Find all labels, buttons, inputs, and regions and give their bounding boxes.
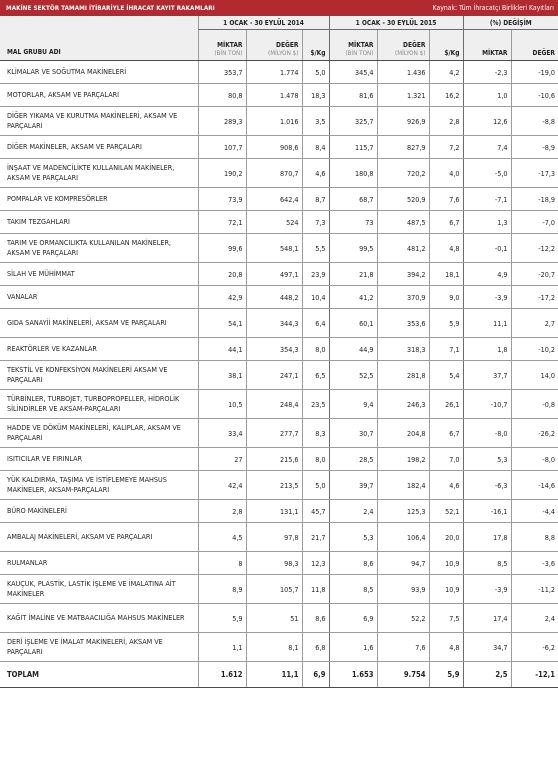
table-row — [0, 575, 558, 604]
miktar-2014-cell: 107,7 — [198, 136, 246, 159]
group-name-cell: TAKIM TEZGAHLARI — [0, 211, 198, 234]
miktar-label: MİKTAR — [217, 41, 243, 49]
change-deger-cell: 14,0 — [511, 361, 558, 390]
deger-2015-cell: 246,3 — [377, 390, 429, 419]
table-row — [0, 338, 558, 361]
deger-2015-cell: 182,4 — [377, 471, 429, 500]
miktar-2014-cell: 4,5 — [198, 523, 246, 552]
perkg-2015-cell: 5,9 — [429, 662, 463, 688]
perkg-2014-cell: 18,3 — [302, 84, 329, 107]
deger-2014-cell: 642,4 — [246, 188, 302, 211]
deger-2014-cell: 98,3 — [246, 552, 302, 575]
perkg-2015-cell: 4,8 — [429, 234, 463, 263]
deger-2014-cell: 248,4 — [246, 390, 302, 419]
deger-2015-cell: 827,9 — [377, 136, 429, 159]
perkg-2014-header: $/Kg — [302, 30, 329, 61]
deger-unit: (MİLYON $) — [267, 50, 299, 57]
change-miktar-cell: -3,9 — [463, 286, 511, 309]
table-row — [0, 61, 558, 84]
period-2015-header: 1 OCAK - 30 EYLÜL 2015 — [329, 16, 463, 30]
miktar-2015-cell: 2,4 — [329, 500, 377, 523]
change-deger-cell: -8,8 — [511, 107, 558, 136]
perkg-2014-cell: 3,5 — [302, 107, 329, 136]
group-name-cell: POMPALAR VE KOMPRESÖRLER — [0, 188, 198, 211]
deger-2015-cell: 94,7 — [377, 552, 429, 575]
perkg-2015-cell: 4,0 — [429, 159, 463, 188]
miktar-2015-cell: 1.653 — [329, 662, 377, 688]
change-deger-cell: -11,2 — [511, 575, 558, 604]
perkg-2014-cell: 4,6 — [302, 159, 329, 188]
deger-2014-cell: 8,1 — [246, 633, 302, 662]
deger-2014-cell: 105,7 — [246, 575, 302, 604]
perkg-2015-cell: 10,9 — [429, 575, 463, 604]
change-deger-cell: -6,2 — [511, 633, 558, 662]
miktar-2014-cell: 42,4 — [198, 471, 246, 500]
miktar-2015-cell: 21,8 — [329, 263, 377, 286]
change-deger-cell: 8,8 — [511, 523, 558, 552]
deger-2015-cell: 9.754 — [377, 662, 429, 688]
miktar-unit: (BİN TON) — [345, 50, 374, 57]
perkg-2015-cell: 4,2 — [429, 61, 463, 84]
miktar-2015-cell: 345,4 — [329, 61, 377, 84]
perkg-2015-cell: 7,0 — [429, 448, 463, 471]
table-row — [0, 263, 558, 286]
perkg-2014-cell: 8,3 — [302, 419, 329, 448]
deger-2014-cell: 448,2 — [246, 286, 302, 309]
miktar-2014-cell: 72,1 — [198, 211, 246, 234]
perkg-2015-cell: 20,0 — [429, 523, 463, 552]
miktar-2015-cell: 1,6 — [329, 633, 377, 662]
deger-2014-cell: 277,7 — [246, 419, 302, 448]
change-miktar-cell: 17,4 — [463, 604, 511, 633]
group-name-cell: DERİ İŞLEME VE İMALAT MAKİNELERİ, AKSAM VE PARÇALARI — [0, 633, 198, 662]
table-title: MAKİNE SEKTÖR TAMAMI İTİBARİYLE İHRACAT KAYIT RAKAMLARI — [6, 4, 215, 12]
perkg-2014-cell: 5,0 — [302, 61, 329, 84]
table-row — [0, 286, 558, 309]
miktar-2014-cell: 289,3 — [198, 107, 246, 136]
deger-2015-cell: 1.436 — [377, 61, 429, 84]
change-deger-cell: -12,2 — [511, 234, 558, 263]
deger-label: DEĞER — [276, 41, 299, 49]
change-miktar-cell: -3,9 — [463, 575, 511, 604]
perkg-2015-cell: 2,8 — [429, 107, 463, 136]
table-row — [0, 633, 558, 662]
deger-2014-cell: 11,1 — [246, 662, 302, 688]
table-row — [0, 84, 558, 107]
change-miktar-cell: 4,9 — [463, 263, 511, 286]
change-deger-cell: -3,6 — [511, 552, 558, 575]
table-row — [0, 523, 558, 552]
perkg-2015-cell: 6,7 — [429, 211, 463, 234]
miktar-unit: (BİN TON) — [214, 50, 243, 57]
perkg-2015-cell: 5,9 — [429, 309, 463, 338]
miktar-2014-cell: 27 — [198, 448, 246, 471]
miktar-2015-cell: 180,8 — [329, 159, 377, 188]
miktar-2015-cell: 30,7 — [329, 419, 377, 448]
deger-2015-cell: 281,8 — [377, 361, 429, 390]
change-miktar-cell: 37,7 — [463, 361, 511, 390]
miktar-2014-cell: 5,9 — [198, 604, 246, 633]
miktar-2014-cell: 54,1 — [198, 309, 246, 338]
deger-2014-cell: 1.774 — [246, 61, 302, 84]
export-data-table — [0, 16, 558, 688]
table-row — [0, 361, 558, 390]
perkg-2014-cell: 21,7 — [302, 523, 329, 552]
miktar-2014-cell: 44,1 — [198, 338, 246, 361]
deger-unit: (MİLYON $) — [394, 50, 426, 57]
change-miktar-cell: -6,3 — [463, 471, 511, 500]
period-header-row — [0, 16, 558, 30]
change-miktar-cell: 12,6 — [463, 107, 511, 136]
change-deger-cell: 2,7 — [511, 309, 558, 338]
perkg-2015-cell: 52,1 — [429, 500, 463, 523]
miktar-2015-cell: 60,1 — [329, 309, 377, 338]
perkg-2015-cell: 7,1 — [429, 338, 463, 361]
table-row — [0, 159, 558, 188]
group-name-cell: KAUÇUK, PLASTİK, LASTİK İŞLEME VE İMALATINA AİT MAKİNELER — [0, 575, 198, 604]
perkg-2014-cell: 6,5 — [302, 361, 329, 390]
deger-2015-header — [377, 30, 429, 61]
table-row — [0, 390, 558, 419]
perkg-2014-cell: 12,3 — [302, 552, 329, 575]
perkg-2014-cell: 6,9 — [302, 662, 329, 688]
miktar-2014-cell: 8,9 — [198, 575, 246, 604]
miktar-2014-cell: 8 — [198, 552, 246, 575]
change-miktar-cell: 11,1 — [463, 309, 511, 338]
group-name-cell: AMBALAJ MAKİNELERİ, AKSAM VE PARÇALARI — [0, 523, 198, 552]
deger-label: DEĞER — [403, 41, 426, 49]
deger-2014-cell: 1.478 — [246, 84, 302, 107]
group-name-cell: DİĞER MAKİNELER, AKSAM VE PARÇALARI — [0, 136, 198, 159]
perkg-2015-cell: 7,2 — [429, 136, 463, 159]
group-name-cell: ISITICILAR VE FIRINLAR — [0, 448, 198, 471]
perkg-2015-cell: 7,6 — [429, 188, 463, 211]
change-miktar-cell: -16,1 — [463, 500, 511, 523]
miktar-2015-cell: 6,9 — [329, 604, 377, 633]
miktar-2014-cell: 10,5 — [198, 390, 246, 419]
deger-2014-cell: 1.016 — [246, 107, 302, 136]
group-name-cell: TARIM VE ORMANCILIKTA KULLANILAN MAKİNELER, AKSAM VE PARÇALARI — [0, 234, 198, 263]
group-name-cell: DİĞER YIKAMA VE KURUTMA MAKİNELERİ, AKSAM VE PARÇALARI — [0, 107, 198, 136]
change-deger-cell: -19,0 — [511, 61, 558, 84]
deger-2014-header — [246, 30, 302, 61]
deger-2014-cell: 247,1 — [246, 361, 302, 390]
perkg-2014-cell: 8,0 — [302, 338, 329, 361]
perkg-2015-cell: 26,1 — [429, 390, 463, 419]
deger-2015-cell: 720,2 — [377, 159, 429, 188]
miktar-2015-cell: 39,7 — [329, 471, 377, 500]
group-name-cell: YÜK KALDIRMA, TAŞIMA VE İSTİFLEMEYE MAHSUS MAKİNELER, AKSAM-PARÇALARI — [0, 471, 198, 500]
miktar-2014-cell: 73,9 — [198, 188, 246, 211]
perkg-2014-cell: 8,0 — [302, 448, 329, 471]
miktar-2014-cell: 2,8 — [198, 500, 246, 523]
change-deger-cell: -12,1 — [511, 662, 558, 688]
deger-2014-cell: 97,8 — [246, 523, 302, 552]
group-name-cell: TOPLAM — [0, 662, 198, 688]
group-name-cell: HADDE VE DÖKÜM MAKİNELERİ, KALIPLAR, AKSAM VE PARÇALARI — [0, 419, 198, 448]
miktar-2015-header — [329, 30, 377, 61]
perkg-2014-cell: 8,4 — [302, 136, 329, 159]
deger-2015-cell: 125,3 — [377, 500, 429, 523]
miktar-2015-cell: 41,2 — [329, 286, 377, 309]
table-row — [0, 136, 558, 159]
deger-2015-cell: 198,2 — [377, 448, 429, 471]
perkg-2014-cell: 6,8 — [302, 633, 329, 662]
deger-2015-cell: 370,9 — [377, 286, 429, 309]
table-row — [0, 448, 558, 471]
group-name-cell: GIDA SANAYİİ MAKİNELERİ, AKSAM VE PARÇALARI — [0, 309, 198, 338]
change-miktar-cell: 2,5 — [463, 662, 511, 688]
empty-header-cell — [0, 16, 198, 30]
perkg-2014-cell: 11,8 — [302, 575, 329, 604]
change-deger-cell: -10,2 — [511, 338, 558, 361]
perkg-2015-cell: 6,7 — [429, 419, 463, 448]
table-banner — [0, 0, 558, 16]
group-name-cell: KLİMALAR VE SOĞUTMA MAKİNELERİ — [0, 61, 198, 84]
total-row — [0, 662, 558, 688]
table-row — [0, 211, 558, 234]
deger-2014-cell: 548,1 — [246, 234, 302, 263]
change-deger-cell: -20,7 — [511, 263, 558, 286]
perkg-2015-cell: 5,4 — [429, 361, 463, 390]
miktar-2015-cell: 8,5 — [329, 575, 377, 604]
change-miktar-cell: 1,0 — [463, 84, 511, 107]
deger-2014-cell: 215,6 — [246, 448, 302, 471]
change-miktar-cell: 34,7 — [463, 633, 511, 662]
table-row — [0, 107, 558, 136]
miktar-2015-cell: 8,6 — [329, 552, 377, 575]
group-name-cell: KAĞIT İMALİNE VE MATBAACILIĞA MAHSUS MAKİNELER — [0, 604, 198, 633]
table-row — [0, 500, 558, 523]
miktar-2015-cell: 68,7 — [329, 188, 377, 211]
change-deger-cell: -26,2 — [511, 419, 558, 448]
group-name-cell: VANALAR — [0, 286, 198, 309]
perkg-2015-header: $/Kg — [429, 30, 463, 61]
perkg-2015-cell: 10,9 — [429, 552, 463, 575]
change-miktar-cell: 17,8 — [463, 523, 511, 552]
group-name-cell: MOTORLAR, AKSAM VE PARÇALARI — [0, 84, 198, 107]
change-miktar-cell: 1,3 — [463, 211, 511, 234]
change-deger-cell: -17,2 — [511, 286, 558, 309]
group-name-cell: İNŞAAT VE MADENCİLİKTE KULLANILAN MAKİNELER, AKSAM VE PARÇALARI — [0, 159, 198, 188]
perkg-2015-cell: 9,0 — [429, 286, 463, 309]
change-miktar-cell: -10,7 — [463, 390, 511, 419]
deger-2015-cell: 481,2 — [377, 234, 429, 263]
change-deger-cell: -8,9 — [511, 136, 558, 159]
miktar-2014-cell: 1,1 — [198, 633, 246, 662]
deger-2014-cell: 213,5 — [246, 471, 302, 500]
group-name-cell: REAKTÖRLER VE KAZANLAR — [0, 338, 198, 361]
perkg-2014-cell: 5,0 — [302, 471, 329, 500]
change-header: (%) DEĞİŞİM — [463, 16, 558, 30]
change-deger-cell: -0,8 — [511, 390, 558, 419]
miktar-2014-header — [198, 30, 246, 61]
perkg-2014-cell: 8,6 — [302, 604, 329, 633]
perkg-2014-cell: 45,7 — [302, 500, 329, 523]
group-name-cell: BÜRO MAKİNELERİ — [0, 500, 198, 523]
perkg-2014-cell: 8,7 — [302, 188, 329, 211]
miktar-2014-cell: 1.612 — [198, 662, 246, 688]
deger-2015-cell: 93,9 — [377, 575, 429, 604]
deger-2015-cell: 1.321 — [377, 84, 429, 107]
perkg-2015-cell: 16,2 — [429, 84, 463, 107]
change-deger-cell: -8,0 — [511, 448, 558, 471]
change-miktar-cell: 8,5 — [463, 552, 511, 575]
deger-2014-cell: 908,6 — [246, 136, 302, 159]
deger-2015-cell: 52,2 — [377, 604, 429, 633]
deger-2015-cell: 520,9 — [377, 188, 429, 211]
deger-2015-cell: 7,6 — [377, 633, 429, 662]
table-row — [0, 309, 558, 338]
deger-2014-cell: 344,3 — [246, 309, 302, 338]
change-deger-header: DEĞER — [511, 30, 558, 61]
change-deger-cell: -4,4 — [511, 500, 558, 523]
deger-2015-cell: 106,4 — [377, 523, 429, 552]
deger-2015-cell: 353,6 — [377, 309, 429, 338]
miktar-2014-cell: 190,2 — [198, 159, 246, 188]
change-miktar-cell: 1,8 — [463, 338, 511, 361]
change-miktar-cell: 7,4 — [463, 136, 511, 159]
change-deger-cell: 2,4 — [511, 604, 558, 633]
miktar-2015-cell: 325,7 — [329, 107, 377, 136]
miktar-2014-cell: 80,8 — [198, 84, 246, 107]
deger-2014-cell: 497,1 — [246, 263, 302, 286]
miktar-2015-cell: 28,5 — [329, 448, 377, 471]
change-deger-cell: -14,6 — [511, 471, 558, 500]
deger-2014-cell: 354,3 — [246, 338, 302, 361]
miktar-label: MİKTAR — [348, 41, 374, 49]
miktar-2014-cell: 33,4 — [198, 419, 246, 448]
perkg-2015-cell: 7,5 — [429, 604, 463, 633]
miktar-2015-cell: 81,6 — [329, 84, 377, 107]
perkg-2014-cell: 5,5 — [302, 234, 329, 263]
period-2014-header: 1 OCAK - 30 EYLÜL 2014 — [198, 16, 329, 30]
change-deger-cell: -18,9 — [511, 188, 558, 211]
table-row — [0, 552, 558, 575]
table-row — [0, 188, 558, 211]
table-row — [0, 234, 558, 263]
perkg-2014-cell: 23,9 — [302, 263, 329, 286]
change-deger-cell: -7,0 — [511, 211, 558, 234]
group-name-cell: SİLAH VE MÜHİMMAT — [0, 263, 198, 286]
change-miktar-header: MİKTAR — [463, 30, 511, 61]
miktar-2015-cell: 115,7 — [329, 136, 377, 159]
perkg-2015-cell: 4,6 — [429, 471, 463, 500]
miktar-2015-cell: 73 — [329, 211, 377, 234]
deger-2015-cell: 318,3 — [377, 338, 429, 361]
group-name-cell: TEKSTİL VE KONFEKSİYON MAKİNELERİ AKSAM VE PARÇALARI — [0, 361, 198, 390]
change-miktar-cell: -2,3 — [463, 61, 511, 84]
deger-2015-cell: 926,9 — [377, 107, 429, 136]
miktar-2014-cell: 42,9 — [198, 286, 246, 309]
deger-2014-cell: 870,7 — [246, 159, 302, 188]
table-row — [0, 471, 558, 500]
change-miktar-cell: -5,0 — [463, 159, 511, 188]
perkg-2014-cell: 7,3 — [302, 211, 329, 234]
perkg-2015-cell: 4,8 — [429, 633, 463, 662]
change-deger-cell: -17,3 — [511, 159, 558, 188]
deger-2014-cell: 524 — [246, 211, 302, 234]
group-name-cell: TÜRBİNLER, TURBOJET, TURBOPROPELLER, HİDROLİK SİLİNDİRLER VE AKSAM-PARÇALARI — [0, 390, 198, 419]
deger-2015-cell: 394,2 — [377, 263, 429, 286]
miktar-2015-cell: 9,4 — [329, 390, 377, 419]
perkg-2014-cell: 23,5 — [302, 390, 329, 419]
group-name-cell: RULMANLAR — [0, 552, 198, 575]
change-miktar-cell: 5,3 — [463, 448, 511, 471]
perkg-2015-cell: 18,1 — [429, 263, 463, 286]
miktar-2014-cell: 353,7 — [198, 61, 246, 84]
change-miktar-cell: -7,1 — [463, 188, 511, 211]
column-header-row — [0, 30, 558, 61]
group-name-header: MAL GRUBU ADI — [0, 30, 198, 61]
miktar-2014-cell: 38,1 — [198, 361, 246, 390]
table-row — [0, 604, 558, 633]
deger-2015-cell: 487,5 — [377, 211, 429, 234]
perkg-2014-cell: 6,4 — [302, 309, 329, 338]
deger-2014-cell: 51 — [246, 604, 302, 633]
perkg-2014-cell: 10,4 — [302, 286, 329, 309]
deger-2015-cell: 204,8 — [377, 419, 429, 448]
miktar-2015-cell: 5,3 — [329, 523, 377, 552]
change-miktar-cell: -8,0 — [463, 419, 511, 448]
miktar-2014-cell: 99,6 — [198, 234, 246, 263]
miktar-2014-cell: 20,8 — [198, 263, 246, 286]
miktar-2015-cell: 44,9 — [329, 338, 377, 361]
change-miktar-cell: -0,1 — [463, 234, 511, 263]
deger-2014-cell: 131,1 — [246, 500, 302, 523]
source-note: Kaynak: Tüm İhracatçı Birlikleri Kayıtları — [432, 4, 554, 12]
table-row — [0, 419, 558, 448]
miktar-2015-cell: 99,5 — [329, 234, 377, 263]
change-deger-cell: -10,6 — [511, 84, 558, 107]
miktar-2015-cell: 52,5 — [329, 361, 377, 390]
